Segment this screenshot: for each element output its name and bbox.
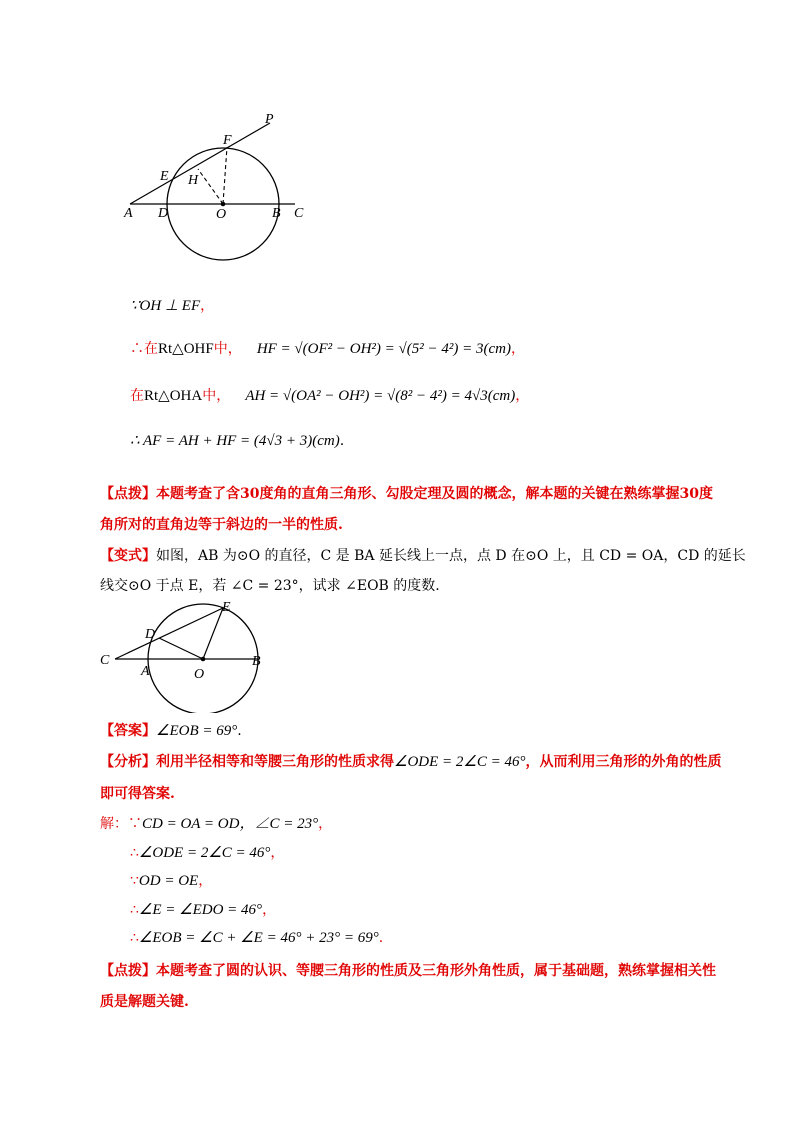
sol2-line2: ∴∠ODE = 2∠C = 46°，: [130, 845, 285, 861]
sol2-line1: 解：∵CD = OA = OD，∠C = 23°，: [100, 816, 333, 832]
sol1-line2: ∴在Rt△OHF中， HF = √(OF² − OH²) = √(5² − 4²) = 3(cm)，: [130, 341, 525, 357]
tip2-line2: 质是解题关键.: [100, 994, 189, 1010]
line-ap: [130, 123, 270, 204]
label-b: B: [272, 206, 281, 221]
answer-line: 【答案】∠EOB = 69°.: [100, 723, 242, 739]
tip2-tag: 【点拨】: [100, 963, 156, 979]
variant-line2: 线交⊙O 于点 E，若 ∠C = 23°，试求 ∠EOB 的度数.: [100, 578, 440, 594]
segment-oh: [198, 169, 223, 204]
label-o2: O: [194, 667, 205, 682]
label-h: H: [188, 173, 199, 188]
label-a2: A: [141, 664, 150, 679]
label-e: E: [160, 169, 169, 184]
analysis-line2: 即可得答案.: [100, 786, 175, 802]
label-a: A: [124, 206, 133, 221]
sol2-line5: ∴∠EOB = ∠C + ∠E = 46° + 23° = 69°.: [130, 930, 384, 946]
tip1-tag: 【点拨】: [100, 486, 156, 502]
answer-tag: 【答案】: [100, 723, 156, 739]
label-d2: D: [145, 627, 156, 642]
analysis-tag: 【分析】: [100, 754, 156, 770]
label-d: D: [158, 206, 169, 221]
sol1-line4: ∴ AF = AH + HF = (4√3 + 3)(cm).: [130, 433, 345, 449]
label-o: O: [216, 207, 227, 222]
sol1-line1: ∵OH ⊥ EF，: [130, 298, 215, 314]
center-dot2: [201, 657, 206, 662]
label-c2: C: [100, 653, 110, 668]
label-c: C: [294, 206, 304, 221]
center-dot: [221, 202, 226, 207]
tip1-line2: 角所对的直角边等于斜边的一半的性质.: [100, 517, 343, 533]
label-e2: E: [222, 600, 231, 615]
figure-circle-tangent: [110, 105, 330, 265]
label-p: P: [265, 112, 274, 127]
tip2-line1: 【点拨】本题考查了圆的认识、等腰三角形的性质及三角形外角性质，属于基础题，熟练掌握相关性: [100, 963, 716, 979]
figure-variant: [95, 598, 275, 713]
tip1-line1: 【点拨】本题考查了含30度角的直角三角形、勾股定理及圆的概念，解本题的关键在熟练掌握30度: [100, 486, 713, 502]
analysis-line1: 【分析】利用半径相等和等腰三角形的性质求得∠ODE = 2∠C = 46°，从而利用三角形的外角的性质: [100, 754, 722, 770]
variant-line1: 【变式】如图，AB 为⊙O 的直径，C 是 BA 延长线上一点，点 D 在⊙O 上，且 CD = OA，CD 的延长: [100, 548, 746, 564]
sol1-line3: 在Rt△OHA中， AH = √(OA² − OH²) = √(8² − 4²) = 4√3(cm)，: [130, 388, 530, 404]
segment-of: [223, 147, 227, 204]
segment-od: [159, 638, 203, 659]
label-f: F: [223, 133, 232, 148]
variant-tag: 【变式】: [100, 548, 156, 564]
sol2-line3: ∵OD = OE，: [130, 873, 213, 889]
label-b2: B: [252, 654, 261, 669]
sol2-line4: ∴∠E = ∠EDO = 46°，: [130, 902, 277, 918]
